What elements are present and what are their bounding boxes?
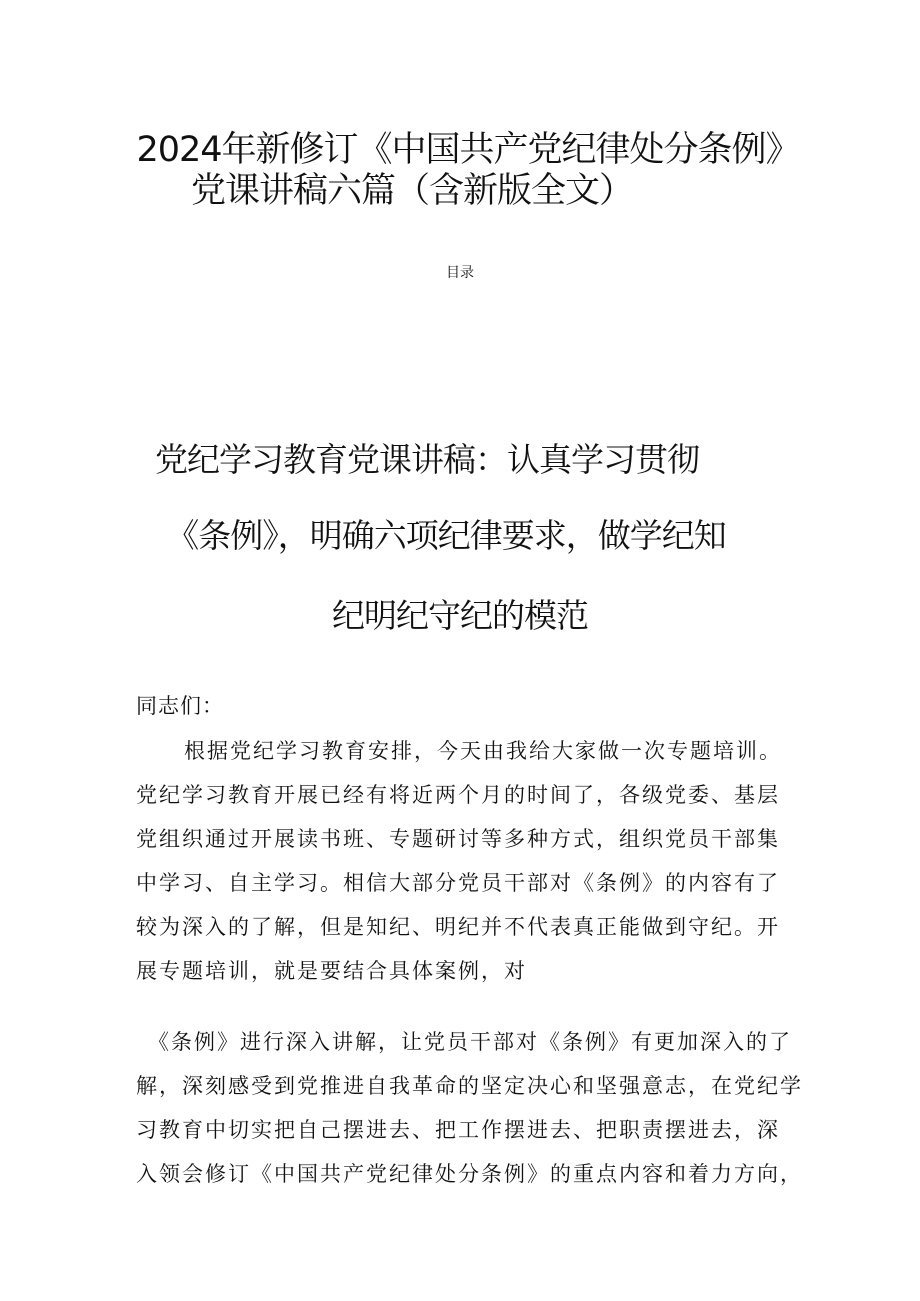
section-heading-line-2: 《条例》，明确六项纪律要求，做学纪知 — [166, 516, 726, 555]
paragraph-2-line-3: 习教育中切实把自己摆进去、把工作摆进去、把职责摆进去，深 — [136, 1118, 780, 1142]
paragraph-1-line-4: 中学习、自主学习。相信大部分党员干部对《条例》的内容有了 — [136, 871, 780, 895]
paragraph-1-line-2: 党纪学习教育开展已经有将近两个月的时间了，各级党委、基层 — [136, 783, 780, 807]
table-of-contents-label: 目录 — [446, 265, 474, 281]
section-heading-line-1: 党纪学习教育党课讲稿：认真学习贯彻 — [155, 440, 699, 479]
paragraph-1-line-6: 展专题培训，就是要结合具体案例，对 — [136, 959, 527, 983]
paragraph-2-line-2: 解，深刻感受到党推进自我革命的坚定决心和坚强意志，在党纪学 — [136, 1074, 803, 1098]
paragraph-1-line-3: 党组织通过开展读书班、专题研讨等多种方式，组织党员干部集 — [136, 827, 780, 851]
section-heading-line-3: 纪明纪守纪的模范 — [332, 596, 588, 635]
paragraph-2-line-4: 入领会修订《中国共产党纪律处分条例》的重点内容和着力方向， — [136, 1162, 803, 1186]
document-title-line-2: 党课讲稿六篇（含新版全文） — [190, 171, 633, 211]
document-title-line-1: 2024年新修订《中国共产党纪律处分条例》 — [136, 130, 800, 170]
paragraph-1-line-5: 较为深入的了解，但是知纪、明纪并不代表真正能做到守纪。开 — [136, 915, 780, 939]
salutation: 同志们： — [136, 694, 224, 718]
paragraph-2-line-1: 《条例》进行深入讲解，让党员干部对《条例》有更加深入的了 — [148, 1030, 792, 1054]
paragraph-1-line-1: 根据党纪学习教育安排，今天由我给大家做一次专题培训。 — [184, 739, 782, 763]
